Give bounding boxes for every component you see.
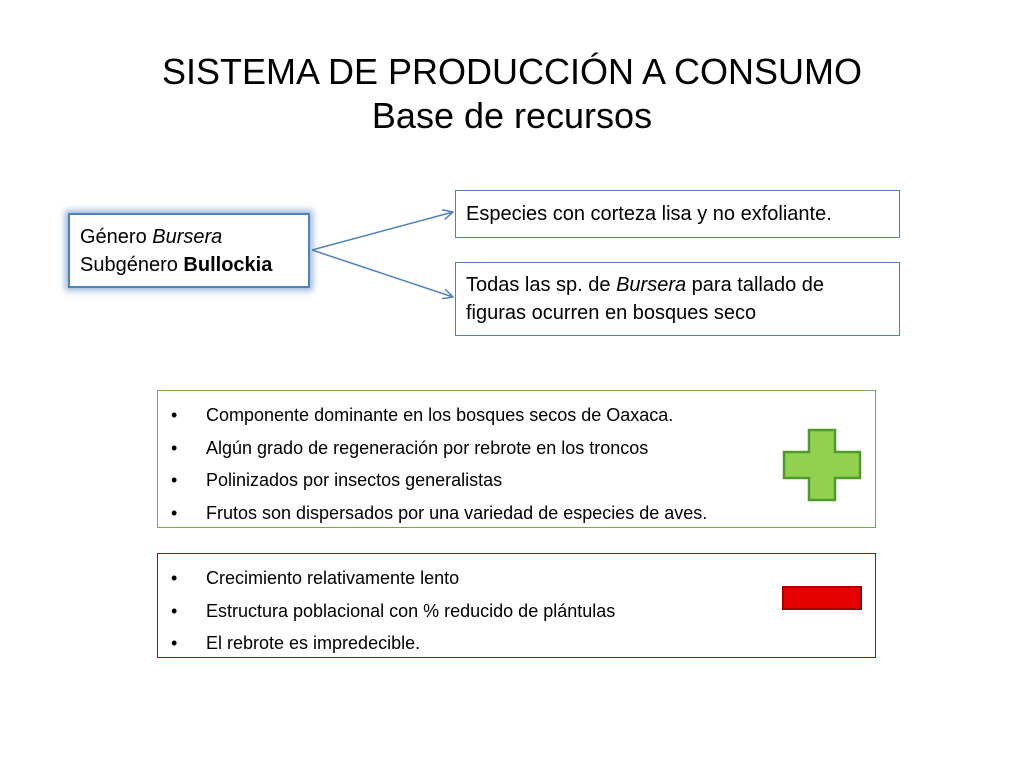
tallado-text-italic: Bursera (616, 274, 687, 296)
corteza-text: Especies con corteza lisa y no exfoliante. (466, 203, 832, 225)
subgenus-label: Subgénero (80, 254, 184, 276)
negatives-list (158, 562, 615, 660)
arrow-to-tallado (312, 250, 453, 297)
genus-label: Género (80, 226, 153, 248)
positives-list (158, 399, 707, 529)
negatives-box (157, 553, 876, 658)
minus-icon (782, 586, 862, 610)
positives-box (157, 390, 876, 528)
genus-line (80, 223, 298, 251)
positive-item: • Polinizados por insectos generalistas (158, 464, 707, 497)
genus-name: Bursera (152, 226, 223, 248)
arrow-to-corteza (312, 212, 453, 250)
negative-item: • Crecimiento relativamente lento (158, 562, 615, 595)
tallado-box (455, 262, 900, 336)
negative-item: • Estructura poblacional con % reducido de plántulas (158, 595, 615, 628)
tallado-text-before: Todas las sp. de (466, 274, 617, 296)
tallado-text-after: para tallado de figuras ocurren en bosques seco (466, 274, 825, 324)
title-line-1: SISTEMA DE PRODUCCIÓN A CONSUMO (161, 51, 863, 92)
positive-item: • Frutos son dispersados por una variedad de especies de aves. (158, 497, 707, 530)
subgenus-line (80, 251, 298, 279)
positive-item: • Algún grado de regeneración por rebrote en los troncos (158, 432, 707, 465)
slide-title (0, 50, 1024, 138)
negative-item: • El rebrote es impredecible. (158, 627, 615, 660)
positive-item: • Componente dominante en los bosques secos de Oaxaca. (158, 399, 707, 432)
genus-box (68, 213, 310, 288)
plus-icon (782, 428, 862, 502)
subgenus-name: Bullockia (183, 254, 273, 276)
corteza-box (455, 190, 900, 238)
title-line-2: Base de recursos (371, 95, 653, 136)
